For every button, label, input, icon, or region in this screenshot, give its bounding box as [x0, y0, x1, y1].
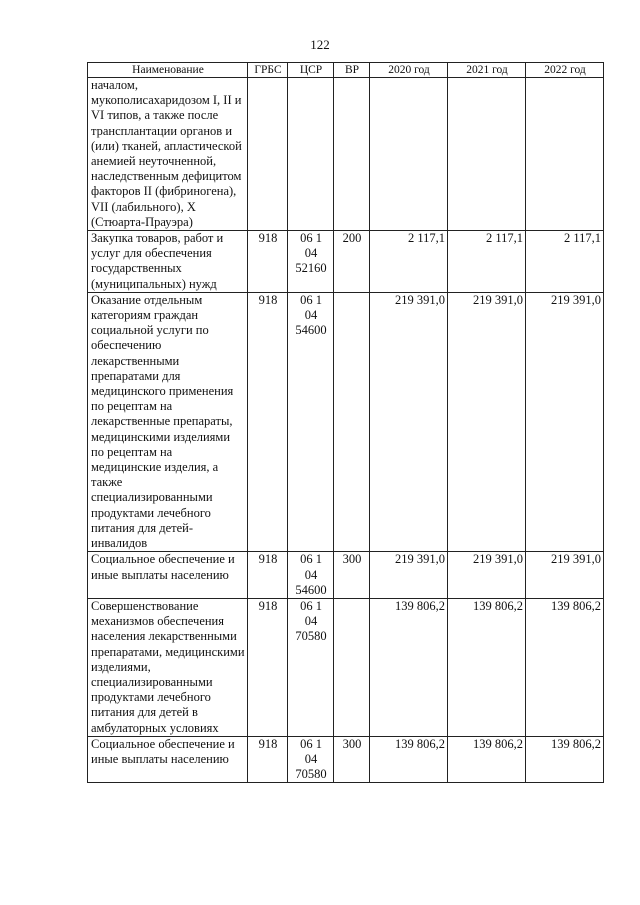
row-name: Закупка товаров, работ и услуг для обеспечения государственных (муниципальных) нужд: [88, 231, 248, 293]
table-row: [88, 552, 604, 599]
table-header-row: [88, 63, 604, 78]
row-csr: 06 1 04 54600: [288, 292, 334, 551]
row-name: Социальное обеспечение и иные выплаты населению: [88, 736, 248, 783]
header-vr: ВР: [334, 63, 370, 78]
row-2020: 219 391,0: [370, 552, 448, 599]
row-grbs: 918: [248, 231, 288, 293]
row-vr: [334, 78, 370, 231]
row-2022: 219 391,0: [526, 292, 604, 551]
row-csr: [288, 78, 334, 231]
row-2022: 139 806,2: [526, 736, 604, 783]
table-row: [88, 598, 604, 736]
table-row: [88, 736, 604, 783]
row-name: началом, мукополисахаридозом I, II и VI типов, а также после трансплантации органов и (или) тканей, апластической анемией неуточненной, наследственным дефицитом факторов II (фибриногена), VII (лабильного), X (Стюарта-Прауэра): [88, 78, 248, 231]
row-2021: [448, 78, 526, 231]
row-csr: 06 1 04 70580: [288, 598, 334, 736]
table-row: [88, 231, 604, 293]
row-grbs: [248, 78, 288, 231]
row-2020: 139 806,2: [370, 598, 448, 736]
row-2021: 219 391,0: [448, 552, 526, 599]
row-csr: 06 1 04 54600: [288, 552, 334, 599]
row-2021: 2 117,1: [448, 231, 526, 293]
row-csr: 06 1 04 70580: [288, 736, 334, 783]
header-csr: ЦСР: [288, 63, 334, 78]
row-grbs: 918: [248, 598, 288, 736]
row-2020: [370, 78, 448, 231]
row-2021: 139 806,2: [448, 598, 526, 736]
row-vr: [334, 292, 370, 551]
budget-table: [87, 62, 604, 783]
header-2021: 2021 год: [448, 63, 526, 78]
header-grbs: ГРБС: [248, 63, 288, 78]
row-name: Оказание отдельным категориям граждан социальной услуги по обеспечению лекарственными препаратами для медицинского применения по рецептам на лекарственные препараты, медицинскими изделиями по рецептам на медицинские изделия, а также специализированными продуктами лечебного питания для детей-инвалидов: [88, 292, 248, 551]
row-grbs: 918: [248, 736, 288, 783]
row-2022: 139 806,2: [526, 598, 604, 736]
row-2021: 219 391,0: [448, 292, 526, 551]
row-vr: [334, 598, 370, 736]
row-2022: [526, 78, 604, 231]
table-row: [88, 292, 604, 551]
row-2022: 219 391,0: [526, 552, 604, 599]
row-grbs: 918: [248, 552, 288, 599]
row-vr: 200: [334, 231, 370, 293]
page-number: 122: [310, 37, 330, 52]
row-csr: 06 1 04 52160: [288, 231, 334, 293]
row-grbs: 918: [248, 292, 288, 551]
row-2020: 2 117,1: [370, 231, 448, 293]
table-row: [88, 78, 604, 231]
row-vr: 300: [334, 552, 370, 599]
row-vr: 300: [334, 736, 370, 783]
header-name: Наименование: [88, 63, 248, 78]
row-2020: 219 391,0: [370, 292, 448, 551]
row-name: Совершенствование механизмов обеспечения населения лекарственными препаратами, медицинскими изделиями, специализированными продуктами лечебного питания для детей в амбулаторных условиях: [88, 598, 248, 736]
header-2022: 2022 год: [526, 63, 604, 78]
header-2020: 2020 год: [370, 63, 448, 78]
row-2022: 2 117,1: [526, 231, 604, 293]
row-2020: 139 806,2: [370, 736, 448, 783]
row-name: Социальное обеспечение и иные выплаты населению: [88, 552, 248, 599]
row-2021: 139 806,2: [448, 736, 526, 783]
